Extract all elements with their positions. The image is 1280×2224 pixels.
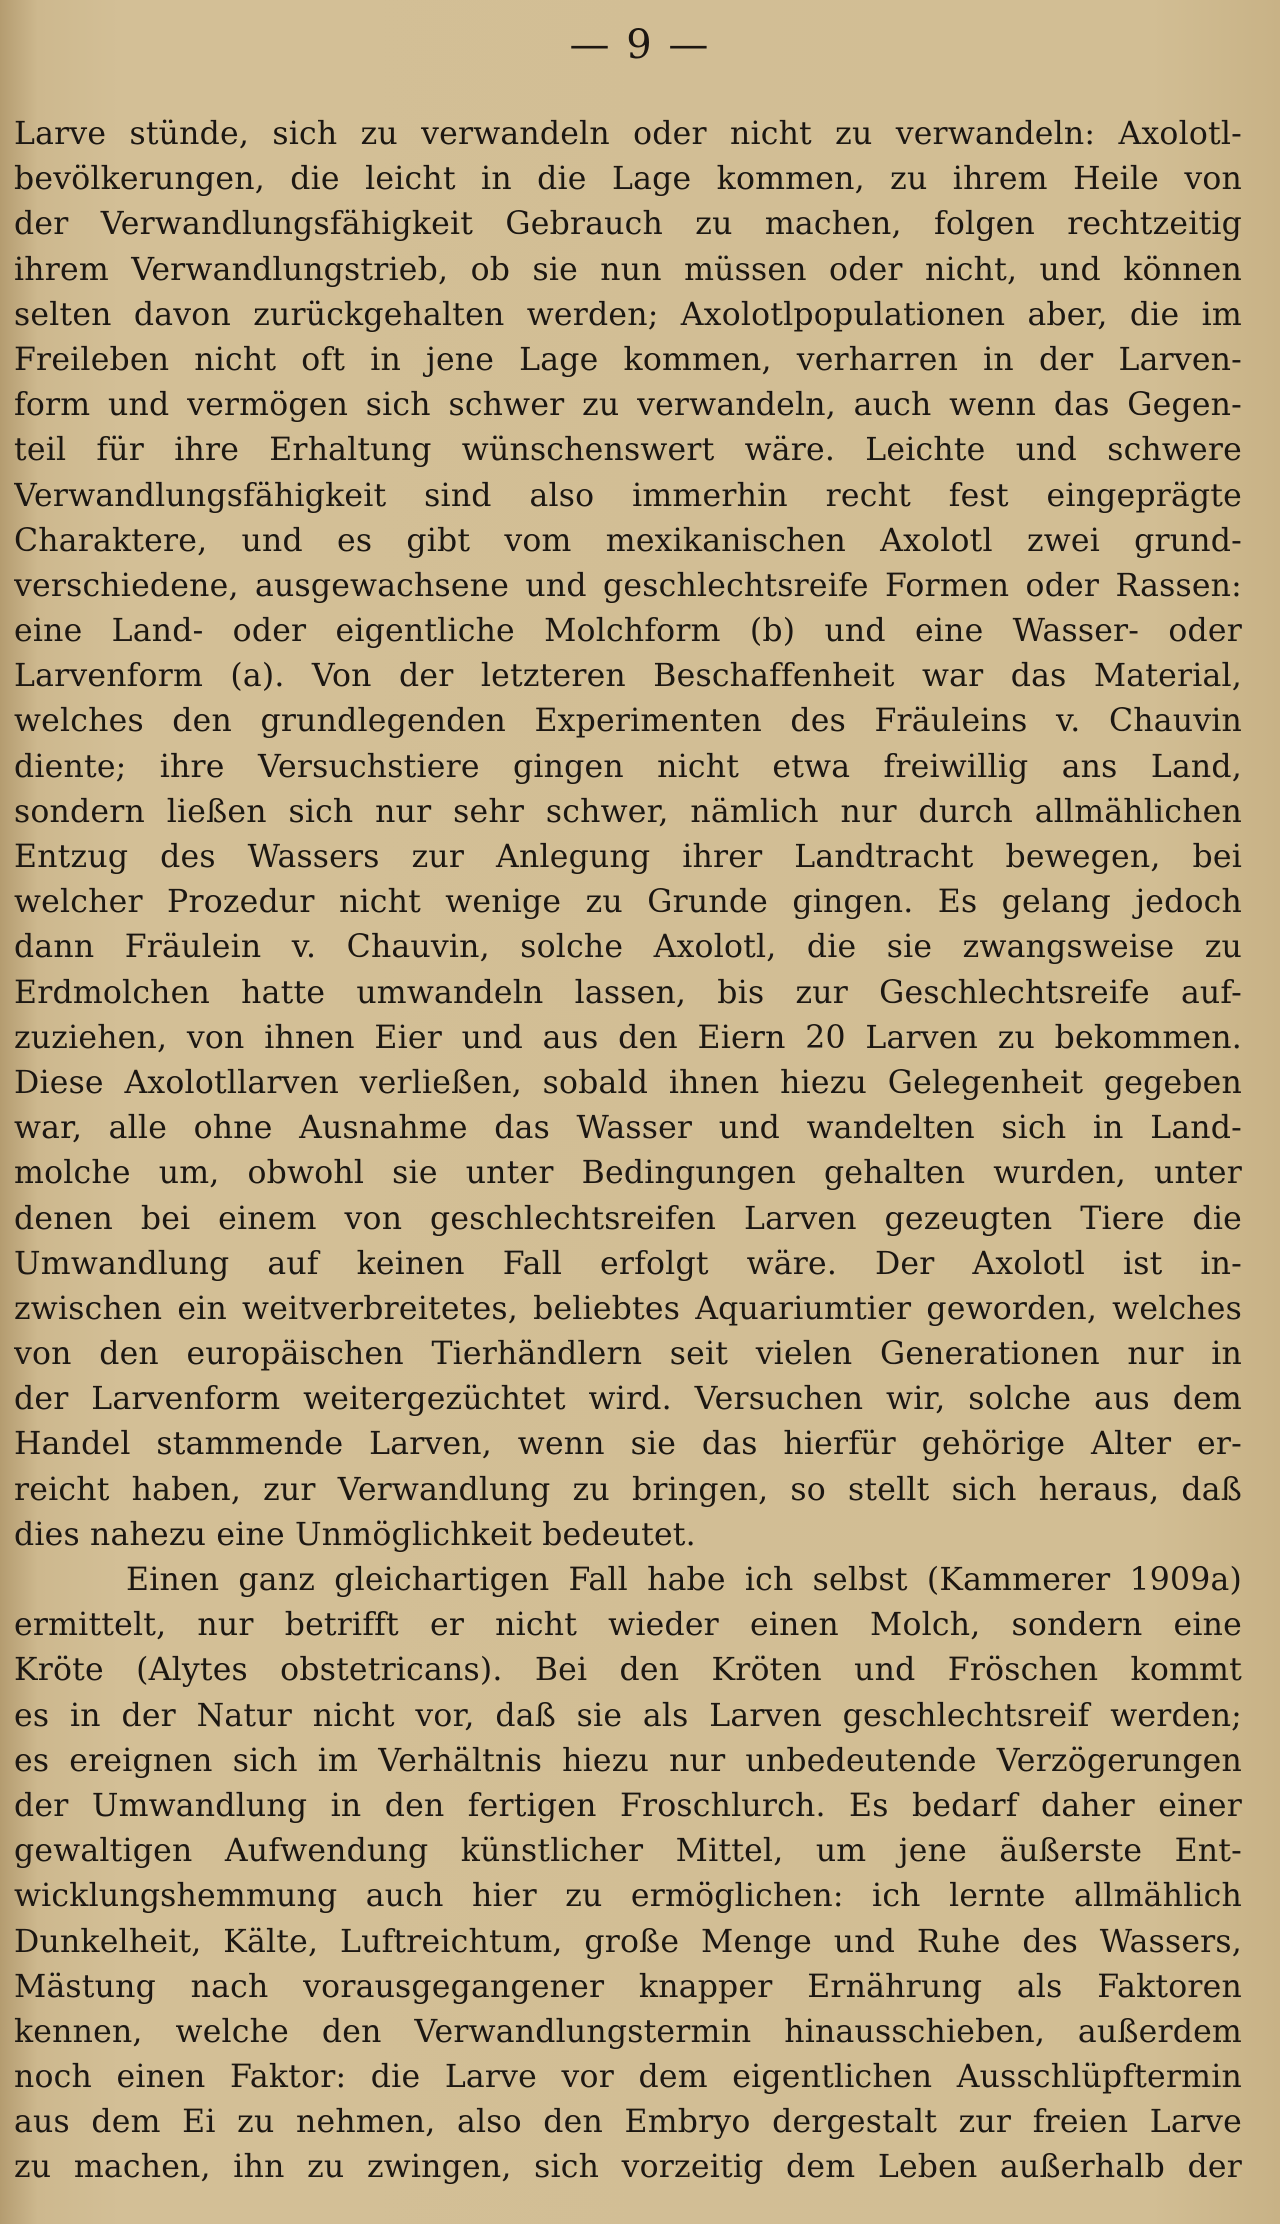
- body-text: [14, 112, 1242, 2191]
- text-line: dies nahezu eine Unmöglichkeit bedeutet.: [14, 1516, 696, 1553]
- text-line: Entzug des Wassers zur Anlegung ihrer Landtracht bewegen, bei: [14, 839, 1242, 875]
- text-line: bevölkerungen, die leicht in die Lage kommen, zu ihrem Heile von: [14, 161, 1242, 198]
- text-line: zu machen, ihn zu zwingen, sich vorzeitig dem Leben außerhalb der: [14, 2149, 1242, 2186]
- text-line: von den europäischen Tierhändlern seit vielen Generationen nur in: [14, 1336, 1242, 1373]
- text-line: Umwandlung auf keinen Fall erfolgt wäre. Der Axolotl ist in-: [14, 1245, 1242, 1282]
- text-line: ermittelt, nur betrifft er nicht wieder einen Molch, sondern eine: [14, 1607, 1242, 1644]
- text-line: ihrem Verwandlungstrieb, ob sie nun müssen oder nicht, und können: [14, 251, 1242, 288]
- text-line: es ereignen sich im Verhältnis hiezu nur unbedeutende Verzögerungen: [14, 1742, 1242, 1779]
- text-line: wicklungshemmung auch hier zu ermöglichen: ich lernte allmählich: [14, 1878, 1242, 1915]
- text-line: molche um, obwohl sie unter Bedingungen gehalten wurden, unter: [14, 1155, 1242, 1192]
- text-line: eine Land- oder eigentliche Molchform (b) und eine Wasser- oder: [14, 613, 1242, 650]
- text-line: Kröte (Alytes obstetricans). Bei den Kröten und Fröschen kommt: [14, 1652, 1242, 1689]
- text-line: sondern ließen sich nur sehr schwer, nämlich nur durch allmählichen: [14, 793, 1242, 830]
- text-line: verschiedene, ausgewachsene und geschlechtsreife Formen oder Rassen:: [14, 567, 1242, 604]
- text-line: der Larvenform weitergezüchtet wird. Versuchen wir, solche aus dem: [14, 1381, 1242, 1418]
- text-line: Diese Axolotllarven verließen, sobald ihnen hiezu Gelegenheit gegeben: [14, 1064, 1242, 1101]
- text-line: Verwandlungsfähigkeit sind also immerhin recht fest eingeprägte: [14, 477, 1242, 514]
- text-line: zuziehen, von ihnen Eier und aus den Eiern 20 Larven zu bekommen.: [14, 1019, 1242, 1056]
- text-line: kennen, welche den Verwandlungstermin hinausschieben, außerdem: [14, 2013, 1242, 2050]
- text-line: Larve stünde, sich zu verwandeln oder nicht zu verwandeln: Axolotl-: [14, 116, 1242, 152]
- text-line: zwischen ein weitverbreitetes, beliebtes Aquariumtier geworden, welches: [14, 1290, 1242, 1327]
- text-line: Mästung nach vorausgegangener knapper Ernährung als Faktoren: [14, 1968, 1242, 2005]
- text-line: Freileben nicht oft in jene Lage kommen, verharren in der Larven-: [14, 341, 1242, 378]
- text-line: welches den grundlegenden Experimenten des Fräuleins v. Chauvin: [14, 703, 1242, 740]
- text-line: Dunkelheit, Kälte, Luftreichtum, große Menge und Ruhe des Wassers,: [14, 1923, 1242, 1960]
- text-line: es in der Natur nicht vor, daß sie als Larven geschlechtsreif werden;: [14, 1697, 1242, 1734]
- text-line: Erdmolchen hatte umwandeln lassen, bis zur Geschlechtsreife auf-: [14, 974, 1242, 1011]
- text-line: noch einen Faktor: die Larve vor dem eigentlichen Ausschlüpftermin: [14, 2059, 1242, 2096]
- text-line: reicht haben, zur Verwandlung zu bringen, so stellt sich heraus, daß: [14, 1471, 1242, 1508]
- text-line: der Verwandlungsfähigkeit Gebrauch zu machen, folgen rechtzeitig: [14, 206, 1242, 243]
- text-line: gewaltigen Aufwendung künstlicher Mittel, um jene äußerste Ent-: [14, 1833, 1242, 1870]
- text-line: der Umwandlung in den fertigen Froschlurch. Es bedarf daher einer: [14, 1787, 1242, 1824]
- text-line: diente; ihre Versuchstiere gingen nicht etwa freiwillig ans Land,: [14, 748, 1242, 785]
- text-line: welcher Prozedur nicht wenige zu Grunde gingen. Es gelang jedoch: [14, 884, 1242, 921]
- text-line: Charaktere, und es gibt vom mexikanischen Axolotl zwei grund-: [14, 522, 1242, 559]
- text-line: Handel stammende Larven, wenn sie das hierfür gehörige Alter er-: [14, 1426, 1242, 1463]
- text-line: Larvenform (a). Von der letzteren Beschaffenheit war das Material,: [14, 658, 1242, 695]
- text-line: selten davon zurückgehalten werden; Axolotlpopulationen aber, die im: [14, 296, 1242, 333]
- text-line: form und vermögen sich schwer zu verwandeln, auch wenn das Gegen-: [14, 387, 1242, 424]
- text-line: dann Fräulein v. Chauvin, solche Axolotl, die sie zwangsweise zu: [14, 929, 1242, 966]
- text-line: war, alle ohne Ausnahme das Wasser und wandelten sich in Land-: [14, 1110, 1242, 1147]
- text-line: teil für ihre Erhaltung wünschenswert wäre. Leichte und schwere: [14, 432, 1242, 469]
- page-number: — 9 —: [569, 22, 711, 68]
- text-line: denen bei einem von geschlechtsreifen Larven gezeugten Tiere die: [14, 1200, 1242, 1237]
- text-line: Einen ganz gleichartigen Fall habe ich selbst (Kammerer 1909a): [126, 1562, 1242, 1598]
- text-line: aus dem Ei zu nehmen, also den Embryo dergestalt zur freien Larve: [14, 2104, 1242, 2141]
